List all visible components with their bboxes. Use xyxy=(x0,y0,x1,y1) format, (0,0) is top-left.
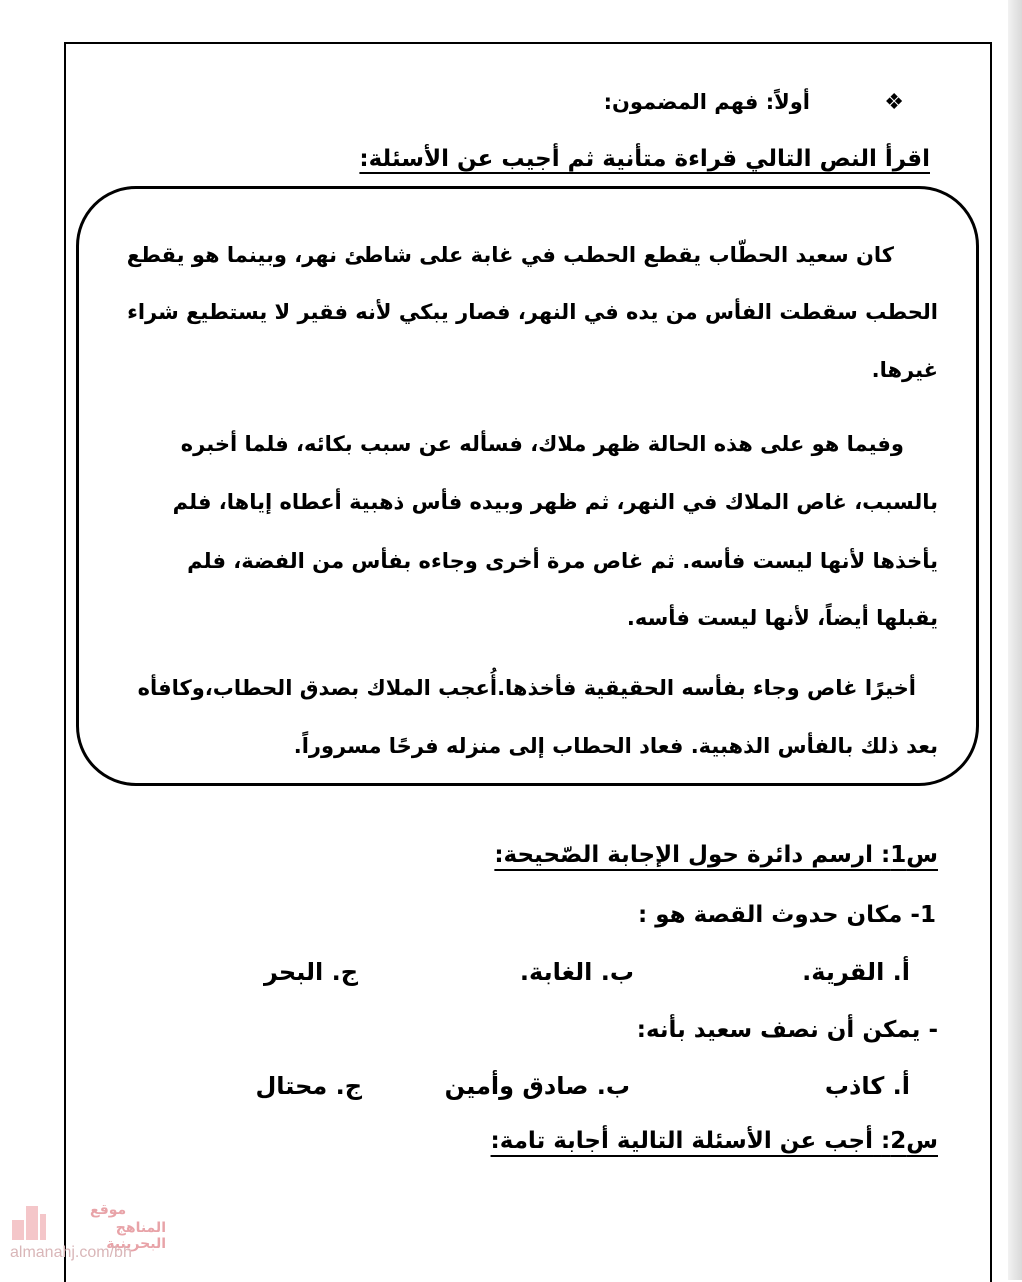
question-1-1: 1- مكان حدوث القصة هو : xyxy=(637,902,936,928)
question-2-heading xyxy=(491,1128,938,1154)
story-line: يأخذها لأنها ليست فأسه. ثم غاص مرة أخرى وجاءه بفأس من الفضة، فلم xyxy=(187,549,938,573)
watermark-line-2: المناهج البحرينية xyxy=(106,1220,166,1252)
diamond-bullet-icon: ❖ xyxy=(884,90,904,115)
q1-1-option-b: ب. الغابة. xyxy=(519,958,634,986)
q1-2-option-c: ج. محتال xyxy=(255,1072,362,1100)
question-2-label: س2: xyxy=(881,1128,938,1154)
question-1-text: ارسم دائرة حول الإجابة الصّحيحة: xyxy=(494,842,874,868)
q1-1-option-a: أ. القرية. xyxy=(802,958,910,986)
story-line: الحطب سقطت الفأس من يده في النهر، فصار يبكي لأنه فقير لا يستطيع شراء xyxy=(127,300,938,324)
q1-2-option-a: أ. كاذب xyxy=(824,1072,910,1100)
question-2-text: أجب عن الأسئلة التالية أجابة تامة: xyxy=(490,1128,874,1154)
story-line: أخيرًا غاص وجاء بفأسه الحقيقية فأخذها.أُعجب الملاك بصدق الحطاب،وكافأه xyxy=(137,676,916,700)
question-1-heading xyxy=(494,842,938,868)
story-line: غيرها. xyxy=(871,358,938,382)
story-line: بالسبب، غاص الملاك في النهر، ثم ظهر وبيده فأس ذهبية أعطاه إياها، فلم xyxy=(172,490,938,514)
watermark xyxy=(6,1200,166,1280)
watermark-logo-icon xyxy=(12,1206,46,1240)
question-1-label: س1: xyxy=(881,842,938,868)
story-line: كان سعيد الحطّاب يقطع الحطب في غابة على شاطئ نهر، وبينما هو يقطع xyxy=(126,243,894,267)
reading-instruction: اقرأ النص التالي قراءة متأنية ثم أجيب عن الأسئلة: xyxy=(359,146,930,172)
story-line: بعد ذلك بالفأس الذهبية. فعاد الحطاب إلى منزله فرحًا مسروراً. xyxy=(293,734,938,758)
section-title: أولاً: فهم المضمون: xyxy=(603,90,810,114)
story-line: يقبلها أيضاً، لأنها ليست فأسه. xyxy=(626,606,938,630)
watermark-url[interactable]: almanahj.com/bh xyxy=(10,1244,132,1261)
watermark-line-1: موقع xyxy=(90,1202,127,1218)
story-line: وفيما هو على هذه الحالة ظهر ملاك، فسأله عن سبب بكائه، فلما أخبره xyxy=(180,432,904,456)
scan-edge-shadow xyxy=(1008,0,1022,1280)
question-1-2: - يمكن أن نصف سعيد بأنه: xyxy=(636,1017,938,1043)
q1-2-option-b: ب. صادق وأمين xyxy=(444,1072,630,1100)
q1-1-option-c: ج. البحر xyxy=(263,958,358,986)
